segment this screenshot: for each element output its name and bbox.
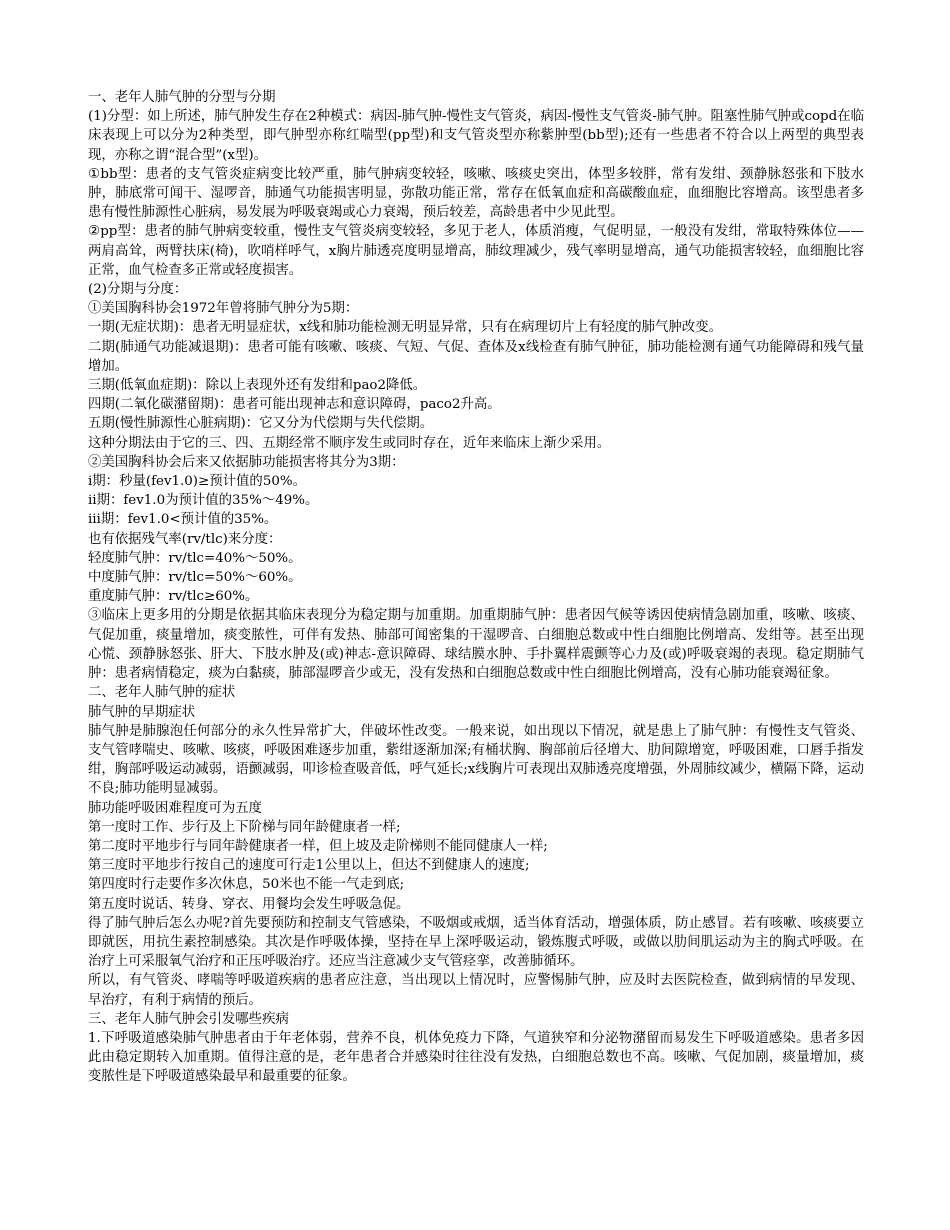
subheading-early-symptoms: 肺气肿的早期症状	[88, 704, 196, 720]
section-heading-1: 一、老年人肺气肿的分型与分期	[88, 90, 276, 105]
paragraph-stage-i: ⅰ期：秒量(fev1.0)≥预计值的50%。	[88, 474, 306, 490]
paragraph-degree-1: 第一度时工作、步行及上下阶梯与同年龄健康者一样;	[88, 819, 401, 835]
paragraph-moderate: 中度肺气肿：rv/tlc=50%～60%。	[88, 570, 302, 586]
paragraph-rv-tlc-intro: 也有依据残气率(rv/tlc)来分度：	[88, 531, 282, 547]
paragraph-stage-iii: ⅲ期：fev1.0<预计值的35%。	[88, 512, 278, 528]
paragraph-degree-5: 第五度时说话、转身、穿衣、用餐均会发生呼吸急促。	[88, 896, 410, 912]
paragraph-classification: (1)分型：如上所述，肺气肿发生存在2种模式：病因-肺气肿-慢性支气管炎，病因-慢性支气管炎-肺气肿。阻塞性肺气肿或copd在临床表现上可以分为2种类型，即气肿型亦称红喘型(pp型)和支气管炎型亦称紫肿型(bb型);还有一些患者不符合以上两型的典型表现，亦称之谓“混合型”(x型)。	[88, 109, 864, 163]
paragraph-stage-2: 二期(肺通气功能减退期)：患者可能有咳嗽、咳痰、气短、气促、查体及x线检查有肺气肿征，肺功能检测有通气功能障碍和残气量增加。	[88, 339, 864, 374]
paragraph-symptoms: 肺气肿是肺腺泡任何部分的永久性异常扩大，伴破坏性改变。一般来说，如出现以下情况，就是患上了肺气肿：有慢性支气管炎、支气管哮喘史、咳嗽、咳痰，呼吸困难逐步加重，紫绀逐渐加深;有桶状胸、胸部前后径增大、肋间隙增宽，呼吸困难，口唇手指发绀，胸部呼吸运动减弱，语颤减弱，叩诊检查吸音低，呼气延长;x线胸片可表现出双肺透亮度增强，外周肺纹减少，横隔下降，运动不良;肺功能明显减弱。	[88, 723, 864, 797]
section-heading-2: 二、老年人肺气肿的症状	[88, 685, 236, 701]
paragraph-bb-type: ①bb型：患者的支气管炎症病变比较严重，肺气肿病变较轻，咳嗽、咳痰史突出，体型多较胖，常有发绀、颈静脉怒张和下肢水肿，肺底常可闻干、湿啰音，肺通气功能损害明显，弥散功能正常，常存在低氧血症和高碳酸血症，血细胞比容增高。该型患者多患有慢性肺源性心脏病，易发展为呼吸衰竭或心力衰竭，预后较差，高龄患者中少见此型。	[88, 166, 864, 221]
paragraph-clinical-staging: ③临床上更多用的分期是依据其临床表现分为稳定期与加重期。加重期肺气肿：患者因气候等诱因使病情急剧加重，咳嗽、咳痰、气促加重，痰量增加，痰变脓性，可伴有发热、肺部可闻密集的干湿啰音、白细胞总数或中性白细胞比例增高、发绀等。甚至出现心慌、颈静脉怒张、肝大、下肢水肿及(或)神志-意识障碍、球结膜水肿、手扑翼样震颤等心力及(或)呼吸衰竭的表现。稳定期肺气肿：患者病情稳定，痰为白黏痰，肺部湿啰音少或无，没有发热和白细胞总数或中性白细胞比例增高，没有心肺功能衰竭征象。	[88, 608, 864, 682]
paragraph-staging-title: (2)分期与分度：	[88, 282, 188, 298]
paragraph-severe: 重度肺气肿：rv/tlc≥60%。	[88, 589, 259, 605]
paragraph-stage-3: 三期(低氧血症期)：除以上表现外还有发绀和pao2降低。	[88, 378, 427, 394]
paragraph-mild: 轻度肺气肿：rv/tlc=40%～50%。	[88, 550, 302, 566]
section-heading-3: 三、老年人肺气肿会引发哪些疾病	[88, 1011, 289, 1027]
paragraph-ats-1972: ①美国胸科协会1972年曾将肺气肿分为5期：	[88, 301, 359, 317]
paragraph-degree-3: 第三度时平地步行按自己的速度可行走1公里以上，但达不到健康人的速度;	[88, 858, 530, 874]
paragraph-stage-5: 五期(慢性肺源性心脏病期)：它又分为代偿期与失代偿期。	[88, 416, 434, 432]
paragraph-degree-4: 第四度时行走要作多次休息，50米也不能一气走到底;	[88, 877, 405, 893]
paragraph-advice: 所以，有气管炎、哮喘等呼吸道疾病的患者应注意，当出现以上情况时，应警惕肺气肿，应及时去医院检查，做到病情的早发现、早治疗，有利于病情的预后。	[88, 973, 864, 1008]
paragraph-stage-4: 四期(二氧化碳潴留期)：患者可能出现神志和意识障碍，paco2升高。	[88, 397, 501, 413]
paragraph-lower-respiratory-infection: 1.下呼吸道感染肺气肿患者由于年老体弱，营养不良，机体免疫力下降，气道狭窄和分泌物潴留而易发生下呼吸道感染。患者多因此由稳定期转入加重期。值得注意的是，老年患者合并感染时往往没有发热，白细胞总数也不高。咳嗽、气促加剧，痰量增加，痰变脓性是下呼吸道感染最早和最重要的征象。	[88, 1030, 864, 1085]
document-body	[88, 88, 864, 1087]
paragraph-stage-1: 一期(无症状期)：患者无明显症状，x线和肺功能检测无明显异常，只有在病理切片上有轻度的肺气肿改变。	[88, 320, 722, 336]
paragraph-staging-note: 这种分期法由于它的三、四、五期经常不顺序发生或同时存在，近年来临床上渐少采用。	[88, 435, 611, 451]
subheading-dyspnea-degrees: 肺功能呼吸困难程度可为五度	[88, 800, 263, 816]
paragraph-ats-three-stages: ②美国胸科协会后来又依据肺功能损害将其分为3期：	[88, 454, 405, 470]
paragraph-degree-2: 第二度时平地步行与同年龄健康者一样，但上坡及走阶梯则不能同健康人一样;	[88, 838, 548, 854]
paragraph-stage-ii: ⅱ期：fev1.0为预计值的35%～49%。	[88, 493, 319, 509]
paragraph-pp-type: ②pp型：患者的肺气肿病变较重，慢性支气管炎病变较轻，多见于老人，体质消瘦，气促明显，一般没有发绀，常取特殊体位——两肩高耸，两臂扶床(椅)，吹哨样呼气，x胸片肺透亮度明显增高，肺纹理减少，残气率明显增高，通气功能损害较轻，血细胞比容正常，血气检查多正常或轻度损害。	[88, 224, 864, 278]
paragraph-what-to-do: 得了肺气肿后怎么办呢?首先要预防和控制支气管感染，不吸烟或戒烟，适当体育活动，增强体质，防止感冒。若有咳嗽、咳痰要立即就医，用抗生素控制感染。其次是作呼吸体操，坚持在早上深呼吸运动，锻炼腹式呼吸，或做以肋间肌运动为主的胸式呼吸。在治疗上可采服氧气治疗和正压呼吸治疗。还应当注意减少支气管痉挛，改善肺循环。	[88, 915, 864, 970]
